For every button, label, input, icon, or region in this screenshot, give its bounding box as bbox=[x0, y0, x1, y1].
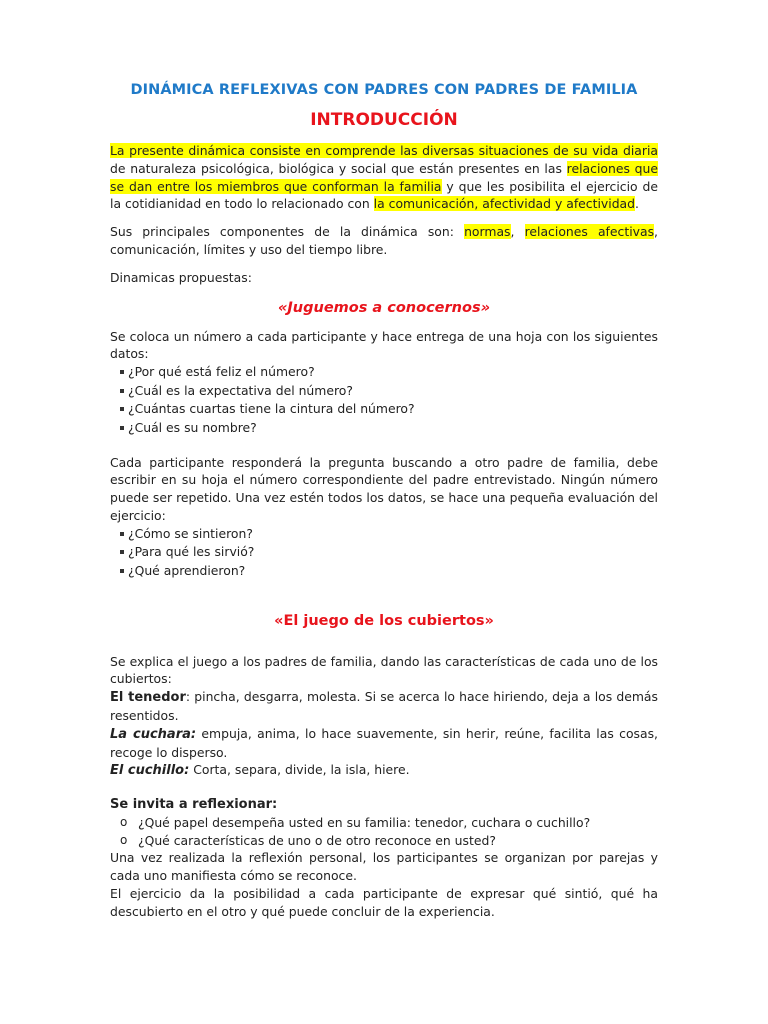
body-text: Sus principales componentes de la dinámica son: bbox=[110, 224, 465, 240]
intro-heading: INTRODUCCIÓN bbox=[310, 110, 458, 130]
intro-paragraph-2 bbox=[110, 223, 658, 259]
game2-heading: «El juego de los cubiertos» bbox=[274, 612, 494, 629]
reflect-label: Se invita a reflexionar: bbox=[110, 797, 278, 813]
tenedor-term: El tenedor bbox=[110, 690, 186, 706]
square-bullet-icon bbox=[120, 426, 124, 430]
game1-paragraph-1: Se coloca un número a cada participante y hace entrega de una hoja con los siguientes datos: bbox=[110, 328, 658, 362]
list-item: o ¿Qué papel desempeña usted en su familia: tenedor, cuchara o cuchillo? bbox=[120, 814, 591, 830]
game2-paragraph-3: El ejercicio da la posibilidad a cada participante de expresar qué sintió, qué ha descubierto en el otro y qué puede concluir de la experiencia. bbox=[110, 886, 658, 919]
body-text: , bbox=[510, 224, 525, 240]
game1-heading: «Juguemos a conocernos» bbox=[277, 299, 491, 316]
square-bullet-icon bbox=[120, 569, 124, 573]
tenedor-paragraph: El tenedor: pincha, desgarra, molesta. Si se acerca lo hace hiriendo, deja a los demás resentidos. bbox=[110, 689, 658, 723]
highlight-text: La presente dinámica consiste en comprende las diversas situaciones de su vida diaria bbox=[110, 143, 658, 158]
list-item: o ¿Qué características de uno o de otro reconoce en usted? bbox=[120, 832, 496, 848]
list-item: ¿Cuál es la expectativa del número? bbox=[110, 382, 658, 401]
proposed-label: Dinamicas propuestas: bbox=[110, 269, 252, 285]
cuchara-paragraph: La cuchara: empuja, anima, lo hace suavemente, sin herir, reúne, facilita las cosas, recoge lo disperso. bbox=[110, 725, 658, 760]
list-item: ¿Por qué está feliz el número? bbox=[110, 363, 658, 382]
square-bullet-icon bbox=[120, 407, 124, 411]
list-item: ¿Cuántas cuartas tiene la cintura del número? bbox=[110, 400, 658, 419]
square-bullet-icon bbox=[120, 370, 124, 374]
list-item: ¿Cómo se sintieron? bbox=[110, 525, 658, 544]
circle-bullet-icon: o bbox=[120, 832, 128, 847]
cuchillo-term: El cuchillo: bbox=[110, 763, 190, 779]
body-text: , comunicación, límites y uso del tiempo libre. bbox=[110, 224, 658, 257]
intro-paragraph-1 bbox=[110, 142, 658, 213]
cuchara-term: La cuchara: bbox=[110, 726, 197, 742]
highlight-text: relaciones afectivas bbox=[524, 224, 655, 240]
list-item: ¿Cuál es su nombre? bbox=[110, 419, 658, 438]
highlight-text: normas bbox=[464, 224, 511, 240]
square-bullet-icon bbox=[120, 532, 124, 536]
list-item: ¿Qué aprendieron? bbox=[110, 562, 658, 581]
reflect-list bbox=[110, 814, 658, 850]
square-bullet-icon bbox=[120, 550, 124, 554]
cuchillo-paragraph: El cuchillo: Corta, separa, divide, la isla, hiere. bbox=[110, 762, 410, 779]
body-text: . bbox=[635, 196, 639, 212]
body-text: de naturaleza psicológica, biológica y social que están presentes en las bbox=[110, 160, 567, 176]
square-bullet-icon bbox=[120, 389, 124, 393]
game2-paragraph-2: Una vez realizada la reflexión personal, los participantes se organizan por parejas y cada uno manifiesta cómo se reconoce. bbox=[110, 850, 658, 884]
circle-bullet-icon: o bbox=[120, 814, 128, 829]
list-item: ¿Para qué les sirvió? bbox=[110, 543, 658, 562]
document-title: DINÁMICA REFLEXIVAS CON PADRES CON PADRES DE FAMILIA bbox=[130, 82, 638, 98]
game1-question-list bbox=[110, 363, 658, 437]
game2-paragraph-1: Se explica el juego a los padres de familia, dando las características de cada uno de los cubiertos: bbox=[110, 653, 658, 687]
highlight-text: la comunicación, afectividad y afectividad bbox=[373, 196, 636, 212]
body-text: y que les posibilita el ejercicio de la cotidianidad en todo lo relacionado con bbox=[110, 178, 658, 212]
game1-evaluation-list bbox=[110, 525, 658, 581]
game1-paragraph-2: Cada participante responderá la pregunta buscando a otro padre de familia, debe escribir en su hoja el número correspondiente del padre entrevistado. Ningún número puede ser repetido. Una vez estén todos los datos, se hace una pequeña evaluación del ejercicio: bbox=[110, 454, 658, 523]
highlight-text: relaciones que se dan entre los miembros que conforman la familia bbox=[110, 160, 659, 194]
